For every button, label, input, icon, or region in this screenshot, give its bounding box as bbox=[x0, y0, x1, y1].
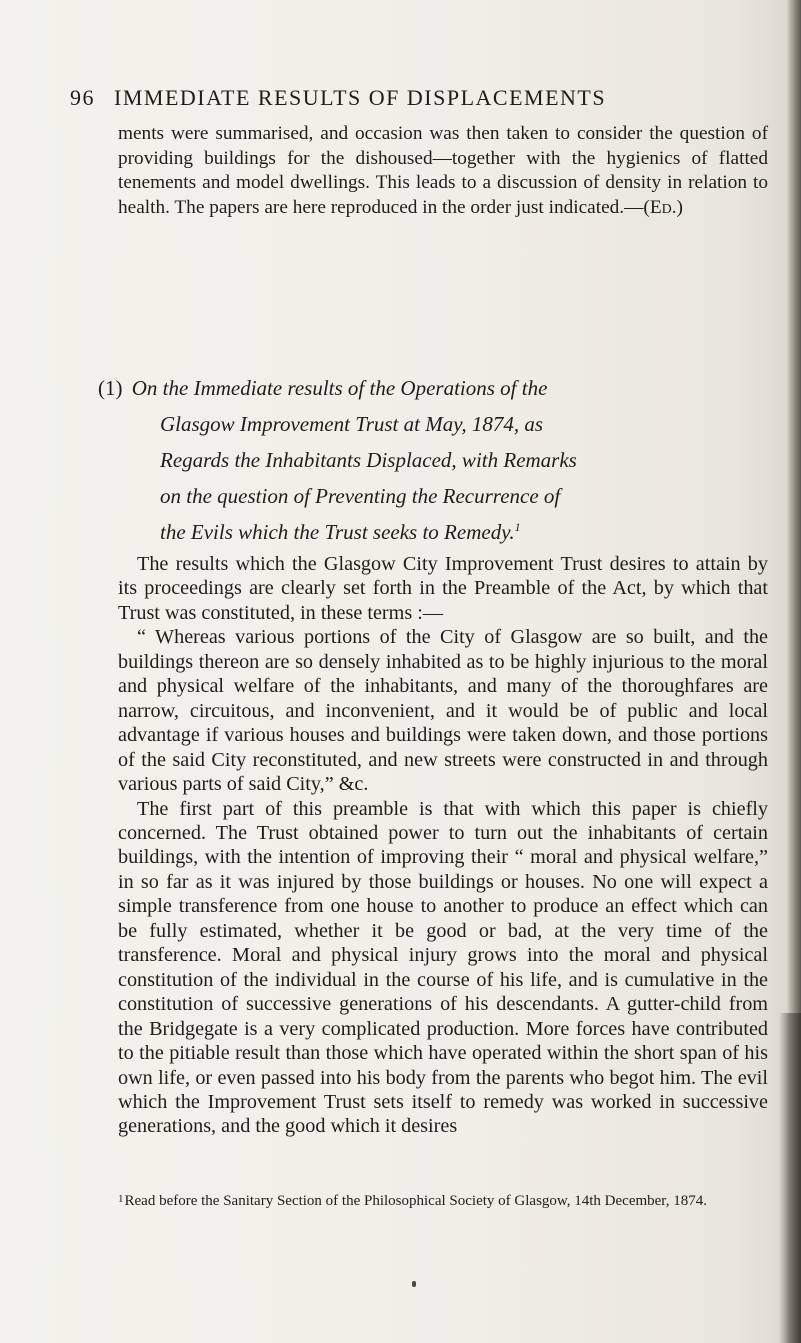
heading-line-5: the Evils which the Trust seeks to Remedy. bbox=[160, 520, 515, 544]
paragraph-quote: “ Whereas various portions of the City of Glasgow are so built, and the buildings thereon are so densely inhabited as to be highly injurious to the moral and physical welfare of the inhabitants, and many of the thoroughfares are narrow, circuitous, and inconvenient, and it would be of public and local advantage if various houses and buildings were taken down, and those portions of the said City reconstituted, and new streets were constructed in and through various parts of said City,” &c. bbox=[118, 626, 768, 796]
intro-text bbox=[118, 122, 768, 220]
paragraph-3: The first part of this preamble is that with which this paper is chiefly concerned. The Trust obtained power to turn out the inhabitants of certain buildings, with the intention of improving their “ moral and physical welfare,” in so far as it was injured by those buildings or houses. No one will expect a simple transference from one house to another to produce an effect which can be fully estimated, whether it be good or bad, at the very time of the transference. Moral and physical injury grows into the moral and physical constitution of the individual in the course of his life, and is cumulative in the constitution of successive generations of his descendants. A gutter-child from the Bridgegate is a very complicated production. More forces have contributed to the pitiable result than those which have operated within the short span of his own life, or even passed into his body from the parents who begot him. The evil which the Improvement Trust sets itself to remedy was worked in successive generations, and the good which it desires bbox=[118, 797, 768, 1138]
page-number: 96 bbox=[70, 85, 95, 110]
section-number: (1) bbox=[98, 376, 123, 400]
heading-line-4: on the question of Preventing the Recurrence of bbox=[160, 484, 561, 508]
intro-body: ments were summarised, and occasion was then taken to consider the question of providing buildings for the dishoused—together with the hygienics of flatted tenements and model dwellings. This leads to a discussion of density in relation to health. The papers are here reproduced in the order just indicated.—( bbox=[118, 123, 768, 218]
running-header bbox=[70, 83, 760, 113]
footnote-text: Read before the Sanitary Section of the Philosophical Society of Glasgow, 14th December, 1874. bbox=[124, 1193, 707, 1209]
heading-line-5-wrap bbox=[98, 514, 768, 550]
intro-paragraph bbox=[118, 122, 768, 220]
body-text bbox=[118, 552, 768, 1139]
paragraph-1: The results which the Glasgow City Improvement Trust desires to attain by its proceedings are clearly set forth in the Preamble of the Act, by which that Trust was constituted, in these terms :— bbox=[118, 553, 768, 624]
running-title: IMMEDIATE RESULTS OF DISPLACEMENTS bbox=[114, 85, 607, 110]
footnote-mark: 1 bbox=[118, 1193, 124, 1205]
footnote-reference: 1 bbox=[514, 520, 521, 534]
footnote bbox=[118, 1189, 768, 1211]
heading-line-2: Glasgow Improvement Trust at May, 1874, as bbox=[160, 412, 544, 436]
page-shadow bbox=[779, 1013, 801, 1343]
intro-close: ) bbox=[676, 196, 683, 218]
section-heading bbox=[98, 370, 768, 550]
heading-line-1: On the Immediate results of the Operations of the bbox=[131, 376, 548, 400]
editor-mark: Ed. bbox=[649, 196, 677, 218]
ink-speck bbox=[412, 1281, 416, 1287]
heading-line-3: Regards the Inhabitants Displaced, with Remarks bbox=[160, 448, 577, 472]
